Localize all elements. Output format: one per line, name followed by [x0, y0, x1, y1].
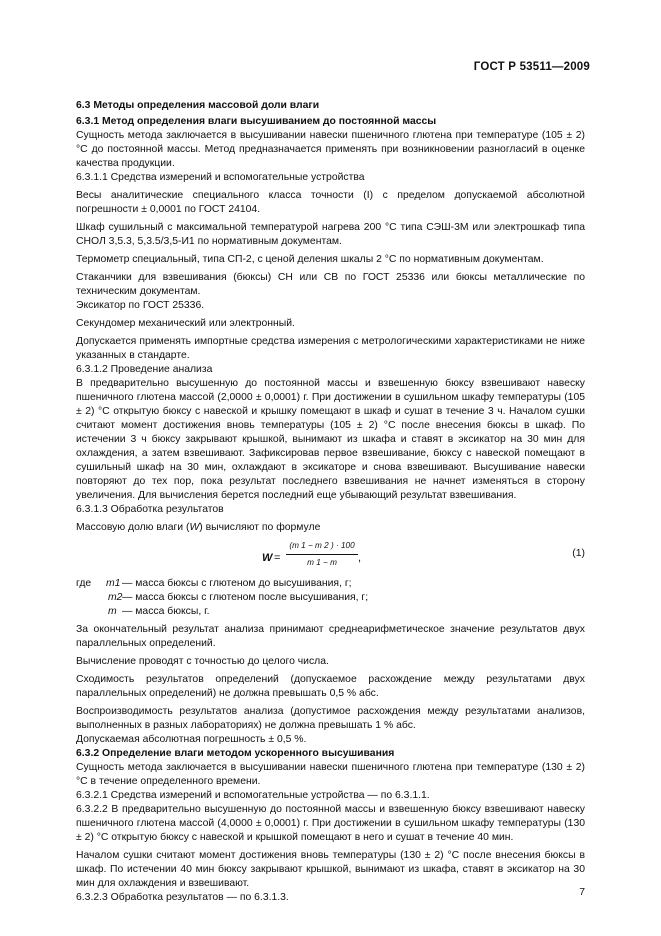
- formula-intro-pre: Массовую долю влаги (: [76, 522, 190, 533]
- document-header: ГОСТ Р 53511—2009: [473, 61, 590, 73]
- page-number: 7: [579, 887, 585, 898]
- document-body: [76, 99, 585, 905]
- paragraph: Допускаемая абсолютная погрешность ± 0,5 %.: [76, 734, 307, 745]
- definition-symbol: m: [108, 606, 117, 617]
- definition-m: [76, 605, 585, 619]
- paragraph: Шкаф сушильный с максимальной температурой нагрева 200 °С типа СЭШ-3М или электрошкаф типа СНОЛ 3,5.3, 5,3.5/3,5-И1 по нормативным документам.: [76, 222, 585, 247]
- paragraph: 6.3.2.2 В предварительно высушенную до постоянной массы и взвешенную бюксу взвешивают навеску пшеничного глютена массой (4,0000 ± 0,0001) г. При достижении в сушильном шкафу температуры (130 ± 2) °С открытую бюксу с навеской и крышкой помещают в него и сушат в течение 40 мин.: [76, 804, 585, 843]
- paragraph: Стаканчики для взвешивания (бюксы) СН или СВ по ГОСТ 25336 или бюксы металлические по техническим документам.: [76, 272, 585, 297]
- subsection-title-6-3-1-1: 6.3.1.1 Средства измерений и вспомогательные устройства: [76, 172, 365, 183]
- definition-text: — масса бюксы, г.: [122, 606, 210, 617]
- formula-comma: ,: [358, 552, 362, 564]
- paragraph: В предварительно высушенную до постоянной массы и взвешенную бюксу взвешивают навеску пшеничного глютена массой (2,0000 ± 0,0001) г. При достижении в сушильном шкафу температуры (105 ± 2) °С открытую бюксу с навеской и крышку помещают в шкаф и сушат в течение 3 ч. Началом сушки считают момент достижения вновь температуры (105 ± 2) °С после внесения бюксы в шкаф. По истечении 3 ч бюксу закрывают крышкой, вынимают из шкафа и ставят в эксикатор на 30 мин для охлаждения, а затем взвешивают. Зафиксировав первое взвешивание, бюксу с навеской помещают в сушильный шкаф на 30 мин, охлаждают в эксикаторе и снова взвешивают. Высушивание навески повторяют до тех пор, пока результат последнего взвешивания не начнет изменяться в сторону увеличения. Для вычисления берется последний еще убывающий результат взвешивания.: [76, 378, 585, 501]
- formula-intro-symbol: W: [189, 522, 200, 533]
- paragraph: Сущность метода заключается в высушивании навески пшеничного глютена при температуре (130 ± 2) °С в течение определенного времени.: [76, 762, 585, 787]
- formula-numerator: (m 1 − m 2 ) · 100: [289, 541, 355, 550]
- paragraph: Сущность метода заключается в высушивании навески пшеничного глютена при температуре (105 ± 2) °С до постоянной массы. Метод предназначается применять при возникновении разногласий в оценке качества продукции.: [76, 130, 585, 169]
- section-title-6-3-2: 6.3.2 Определение влаги методом ускоренного высушивания: [76, 748, 395, 759]
- subsection-title-6-3-1-2: 6.3.1.2 Проведение анализа: [76, 364, 213, 375]
- formula-denominator: m 1 − m: [307, 558, 337, 567]
- definition-m1: [76, 577, 585, 591]
- paragraph: Весы аналитические специального класса точности (I) с пределом допускаемой абсолютной погрешности ± 0,0001 по ГОСТ 24104.: [76, 190, 585, 215]
- paragraph: Вычисление проводят с точностью до целого числа.: [76, 656, 329, 667]
- paragraph: Воспроизводимость результатов анализа (допустимое расхождения между результатами анализов, выполненных в разных лабораториях) не должна превышать 1 % абс.: [76, 706, 585, 731]
- section-title-6-3-1: 6.3.1 Метод определения влаги высушиванием до постоянной массы: [76, 116, 437, 127]
- definition-text: — масса бюксы с глютеном до высушивания, г;: [122, 578, 352, 589]
- formula-fraction: [286, 539, 358, 569]
- definition-symbol: m2: [108, 592, 123, 603]
- paragraph: Эксикатор по ГОСТ 25336.: [76, 300, 205, 311]
- paragraph: Началом сушки считают момент достижения вновь температуры (130 ± 2) °С после внесения бюксы в шкаф. По истечении 40 мин бюксу закрывают крышкой, вынимают из шкафа, ставят в эксикатор на 30 мин для охлаждения и взвешивают.: [76, 850, 585, 889]
- paragraph: За окончательный результат анализа принимают среднеарифметическое значение результатов двух параллельных определений.: [76, 624, 585, 649]
- paragraph: Термометр специальный, типа СП-2, с ценой деления шкалы 2 °С по нормативным документам.: [76, 254, 544, 265]
- formula-number: (1): [572, 548, 585, 559]
- section-title-6-3: 6.3 Методы определения массовой доли влаги: [76, 100, 320, 111]
- formula-intro-post: ) вычисляют по формуле: [199, 522, 321, 533]
- subsection-title-6-3-1-3: 6.3.1.3 Обработка результатов: [76, 504, 224, 515]
- definition-text: — масса бюксы с глютеном после высушивания, г;: [122, 592, 369, 603]
- definition-lead: где: [76, 578, 92, 589]
- paragraph-formula-intro: [76, 521, 585, 535]
- definition-m2: [76, 591, 585, 605]
- paragraph: Допускается применять импортные средства измерения с метрологическими характеристиками не ниже указанных в стандарте.: [76, 336, 585, 361]
- formula-lhs: W: [262, 552, 273, 564]
- paragraph: Секундомер механический или электронный.: [76, 318, 295, 329]
- formula-1: [76, 539, 585, 575]
- formula-equals: =: [274, 552, 281, 564]
- fraction-bar: [286, 554, 358, 555]
- paragraph: Сходимость результатов определений (допускаемое расхождение между результатами двух параллельных определений) не должна превышать 0,5 % абс.: [76, 674, 585, 699]
- definition-symbol: m1: [106, 578, 121, 589]
- paragraph: 6.3.2.3 Обработка результатов — по 6.3.1.3.: [76, 892, 289, 903]
- paragraph: 6.3.2.1 Средства измерений и вспомогательные устройства — по 6.3.1.1.: [76, 790, 430, 801]
